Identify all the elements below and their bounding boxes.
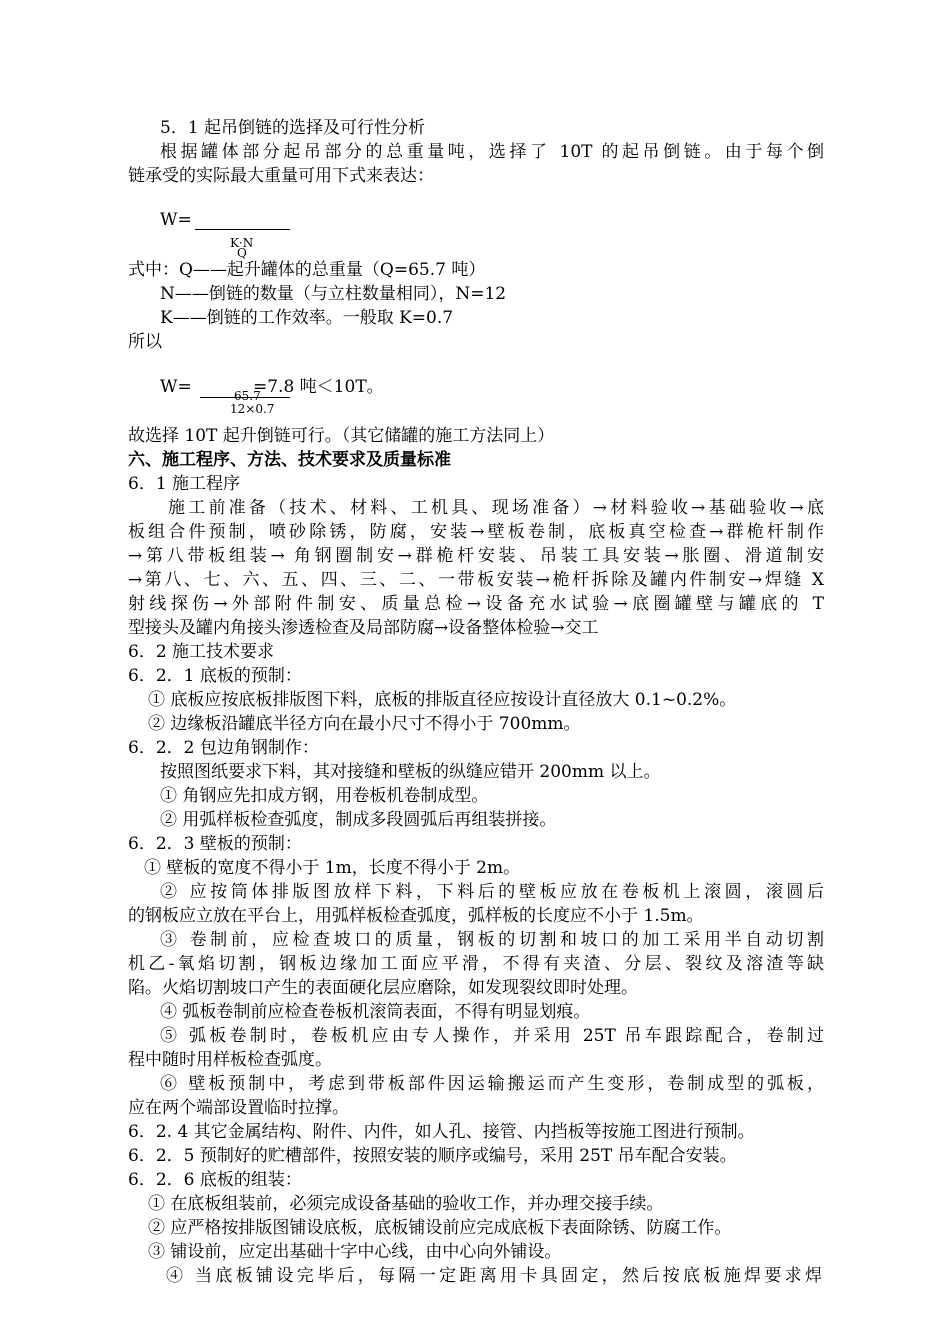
paragraph-line: 按照图纸要求下料，其对接缝和壁板的纵缝应错开 200mm 以上。 bbox=[160, 762, 661, 782]
subsection-heading-6-2: 6．2 施工技术要求 bbox=[128, 642, 275, 662]
definition-line: N——倒链的数量（与立柱数量相同），N=12 bbox=[160, 284, 507, 304]
paragraph-line: →第八、七、六、五、四、三、二、一带板安装→桅杆拆除及罐内件制安→焊缝 X bbox=[128, 570, 824, 590]
paragraph-line: 型接头及罐内角接头渗透检查及局部防腐→设备整体检验→交工 bbox=[128, 618, 599, 638]
paragraph-line: 所以 bbox=[128, 332, 162, 352]
list-item: ③ 铺设前，应定出基础十字中心线，由中心向外铺设。 bbox=[148, 1242, 562, 1262]
list-item: ② 用弧样板检查弧度，制成多段圆弧后再组装拼接。 bbox=[160, 810, 557, 830]
section-heading-6: 六、施工程序、方法、技术要求及质量标准 bbox=[128, 450, 451, 470]
subsection-heading-6-2-4: 6．2. 4 其它金属结构、附件、内件，如人孔、接管、内挡板等按施工图进行预制。 bbox=[128, 1122, 755, 1142]
subsection-heading-6-2-1: 6．2．1 底板的预制： bbox=[128, 666, 302, 686]
paragraph-line: →第八带板组装→ 角钢圈制安→群桅杆安装、吊装工具安装→胀圈、滑道制安 bbox=[128, 546, 824, 566]
formula-denominator: 12×0.7 bbox=[230, 402, 275, 416]
list-item: ② 应按筒体排版图放样下料，下料后的壁板应放在卷板机上滚圆，滚圆后 bbox=[160, 882, 824, 902]
subsection-heading-6-2-3: 6．2．3 壁板的预制： bbox=[128, 834, 302, 854]
paragraph-line: 施工前准备（技术、材料、工机具、现场准备）→材料验收→基础验收→底 bbox=[168, 498, 824, 518]
paragraph-line: 板组合件预制，喷砂除锈，防腐，安装→壁板卷制，底板真空检查→群桅杆制作 bbox=[128, 522, 824, 542]
paragraph-line: 程中随时用样板检查弧度。 bbox=[128, 1050, 332, 1070]
paragraph-line: 机乙-氧焰切割，钢板边缘加工面应平滑，不得有夹渣、分层、裂纹及溶渣等缺 bbox=[128, 954, 824, 974]
list-item: ① 角钢应先扣成方钢，用卷板机卷制成型。 bbox=[160, 786, 489, 806]
definition-line: K——倒链的工作效率。一般取 K=0.7 bbox=[160, 308, 454, 328]
paragraph-line: 链承受的实际最大重量可用下式来表达： bbox=[128, 166, 434, 186]
formula-result: =7.8 吨＜10T。 bbox=[253, 377, 384, 397]
paragraph-line: 根据罐体部分起吊部分的总重量吨，选择了 10T 的起吊倒链。由于每个倒 bbox=[160, 142, 824, 162]
paragraph-line: 陷。火焰切割坡口产生的表面硬化层应磨除，如发现裂纹即时处理。 bbox=[128, 978, 638, 998]
list-item: ① 底板应按底板排版图下料，底板的排版直径应按设计直径放大 0.1~0.2%。 bbox=[148, 690, 737, 710]
list-item: ⑤ 弧板卷制时，卷板机应由专人操作，并采用 25T 吊车跟踪配合，卷制过 bbox=[160, 1026, 824, 1046]
list-item: ② 应严格按排版图铺设底板，底板铺设前应完成底板下表面除锈、防腐工作。 bbox=[148, 1218, 732, 1238]
definition-line: 式中：Q——起升罐体的总重量（Q=65.7 吨） bbox=[128, 260, 486, 280]
subsection-heading-6-2-5: 6．2．5 预制好的贮槽部件，按照安装的顺序或编号，采用 25T 吊车配合安装。 bbox=[128, 1146, 737, 1166]
list-item: ⑥ 壁板预制中，考虑到带板部件因运输搬运而产生变形，卷制成型的弧板， bbox=[160, 1074, 824, 1094]
formula-lhs: W= bbox=[160, 210, 192, 230]
paragraph-line: 故选择 10T 起升倒链可行。（其它储罐的施工方法同上） bbox=[128, 426, 555, 446]
subsection-heading-6-2-6: 6．2．6 底板的组装： bbox=[128, 1170, 302, 1190]
list-item: ③ 卷制前，应检查坡口的质量，钢板的切割和坡口的加工采用半自动切割 bbox=[160, 930, 824, 950]
list-item: ② 边缘板沿罐底半径方向在最小尺寸不得小于 700mm。 bbox=[148, 714, 581, 734]
formula-numerator: K·N bbox=[230, 236, 254, 250]
list-item: ④ 当底板铺设完毕后，每隔一定距离用卡具固定，然后按底板施焊要求焊 bbox=[166, 1266, 822, 1286]
fraction-bar bbox=[195, 229, 290, 230]
list-item: ① 壁板的宽度不得小于 1m，长度不得小于 2m。 bbox=[144, 858, 521, 878]
section-heading-5-1: 5．1 起吊倒链的选择及可行性分析 bbox=[160, 118, 426, 138]
list-item: ① 在底板组装前，必须完成设备基础的验收工作，并办理交接手续。 bbox=[148, 1194, 664, 1214]
list-item: ④ 弧板卷制前应检查卷板机滚筒表面，不得有明显划痕。 bbox=[160, 1002, 591, 1022]
subsection-heading-6-1: 6．1 施工程序 bbox=[128, 474, 241, 494]
paragraph-line: 射线探伤→外部附件制安、质量总检→设备充水试验→底圈罐壁与罐底的 T bbox=[128, 594, 824, 614]
formula-denominator: Q bbox=[237, 246, 247, 260]
formula-lhs: W= bbox=[160, 377, 192, 397]
paragraph-line: 应在两个端部设置临时拉撑。 bbox=[128, 1098, 349, 1118]
formula-numerator: 65.7 bbox=[234, 389, 261, 403]
subsection-heading-6-2-2: 6．2．2 包边角钢制作： bbox=[128, 738, 319, 758]
paragraph-line: 的钢板应立放在平台上，用弧样板检查弧度，弧样板的长度应不小于 1.5m。 bbox=[128, 906, 704, 926]
